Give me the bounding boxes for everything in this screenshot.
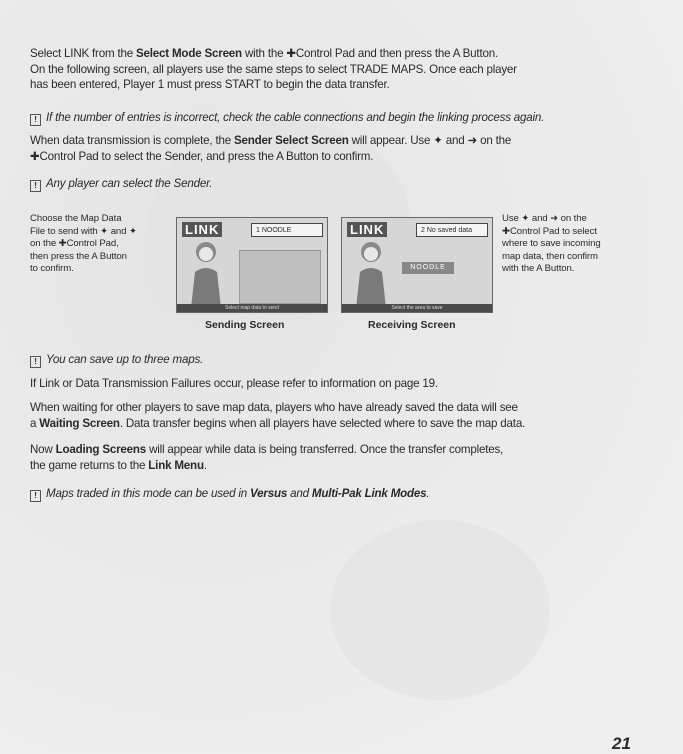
receiving-screen-caption: Receiving Screen [368,319,456,331]
side-caption-left [30,213,148,276]
bold-term: Select Mode Screen [136,47,242,60]
text: On the following screen, all players use the same steps to select TRADE MAPS. Once each player [30,62,517,76]
text: with the ✚Control Pad and then press the A Button. [241,47,498,60]
note-text: Maps traded in this mode can be used in [46,487,251,500]
text: will appear. Use ✦ and ➜ on the [348,134,512,147]
sending-screen-caption: Sending Screen [205,319,285,331]
side-line: then press the A Button [30,250,127,262]
receiving-screen-image [341,217,493,313]
text: has been entered, Player 1 must press START to begin the data transfer. [30,78,390,91]
bold-term: Loading Screens [55,443,147,456]
side-line: on the ✚Control Pad, [30,238,119,249]
status-bar [342,304,492,312]
text: When waiting for other players to save map data, players who have already saved the data will see [30,401,518,414]
note-versus [30,486,660,502]
note-text: You can save up to three maps. [46,353,204,366]
note-three-maps [30,352,660,368]
note-icon: ! [30,356,41,368]
text: Now [30,443,56,456]
note-icon: ! [30,180,41,192]
note-text: Any player can select the Sender. [46,177,213,190]
text: a [30,416,40,430]
text: . Data transfer begins when all players have selected where to save the map data. [119,416,526,430]
bold-term: Versus [250,487,288,500]
paragraph-select-link [30,46,650,93]
bold-term: Sender Select Screen [234,134,349,147]
text: Select LINK from the [30,47,136,60]
status-text: Select the area to save [391,305,443,311]
note-entries [30,110,660,126]
text: When data transmission is complete, the [30,134,235,147]
page-number: 21 [612,734,631,753]
side-caption-right [502,213,620,276]
note-text: If the number of entries is incorrect, check the cable connections and begin the linking process again. [46,111,545,124]
side-line: Use ✦ and ➜ on the [502,213,587,224]
bold-term: Link Menu [148,458,204,472]
side-line: with the A Button. [502,263,575,274]
text: the game returns to the [30,458,149,472]
text: If Link or Data Transmission Failures occur, please refer to information on page 19. [30,377,438,390]
map-name-tag: NOODLE [402,262,454,274]
paragraph-waiting [30,400,650,431]
status-bar [177,304,327,312]
note-text: and [287,487,312,500]
side-line: to confirm. [30,263,74,274]
side-line: where to save incoming [502,238,601,249]
map-slot-box: 2 No saved data [416,223,488,237]
character-illustration [187,238,225,308]
sending-screen-image [176,217,328,313]
map-preview [239,250,321,304]
map-slot-box: 1 NOODLE [251,223,323,237]
paragraph-failures [30,376,650,392]
status-text: Select map data to send [225,305,279,311]
note-icon: ! [30,114,41,126]
text: will appear while data is being transferred. Once the transfer completes, [146,443,504,456]
note-sender [30,176,660,192]
note-text: . [426,487,430,500]
side-line: Choose the Map Data [30,213,122,224]
character-illustration [352,238,390,308]
side-line: File to send with ✦ and ✦ [30,225,137,237]
bold-term: Waiting Screen [39,416,120,430]
side-line: map data, then confirm [502,250,598,262]
paragraph-sender-select [30,133,650,164]
note-icon: ! [30,490,41,502]
background-watermark [330,520,550,700]
side-line: ✚Control Pad to select [502,225,597,237]
paragraph-loading [30,442,650,473]
text: ✚Control Pad to select the Sender, and press the A Button to confirm. [30,149,374,163]
text: . [203,458,207,472]
bold-term: Multi-Pak Link Modes [311,487,427,500]
link-logo: LINK [182,222,222,237]
link-logo: LINK [347,222,387,237]
